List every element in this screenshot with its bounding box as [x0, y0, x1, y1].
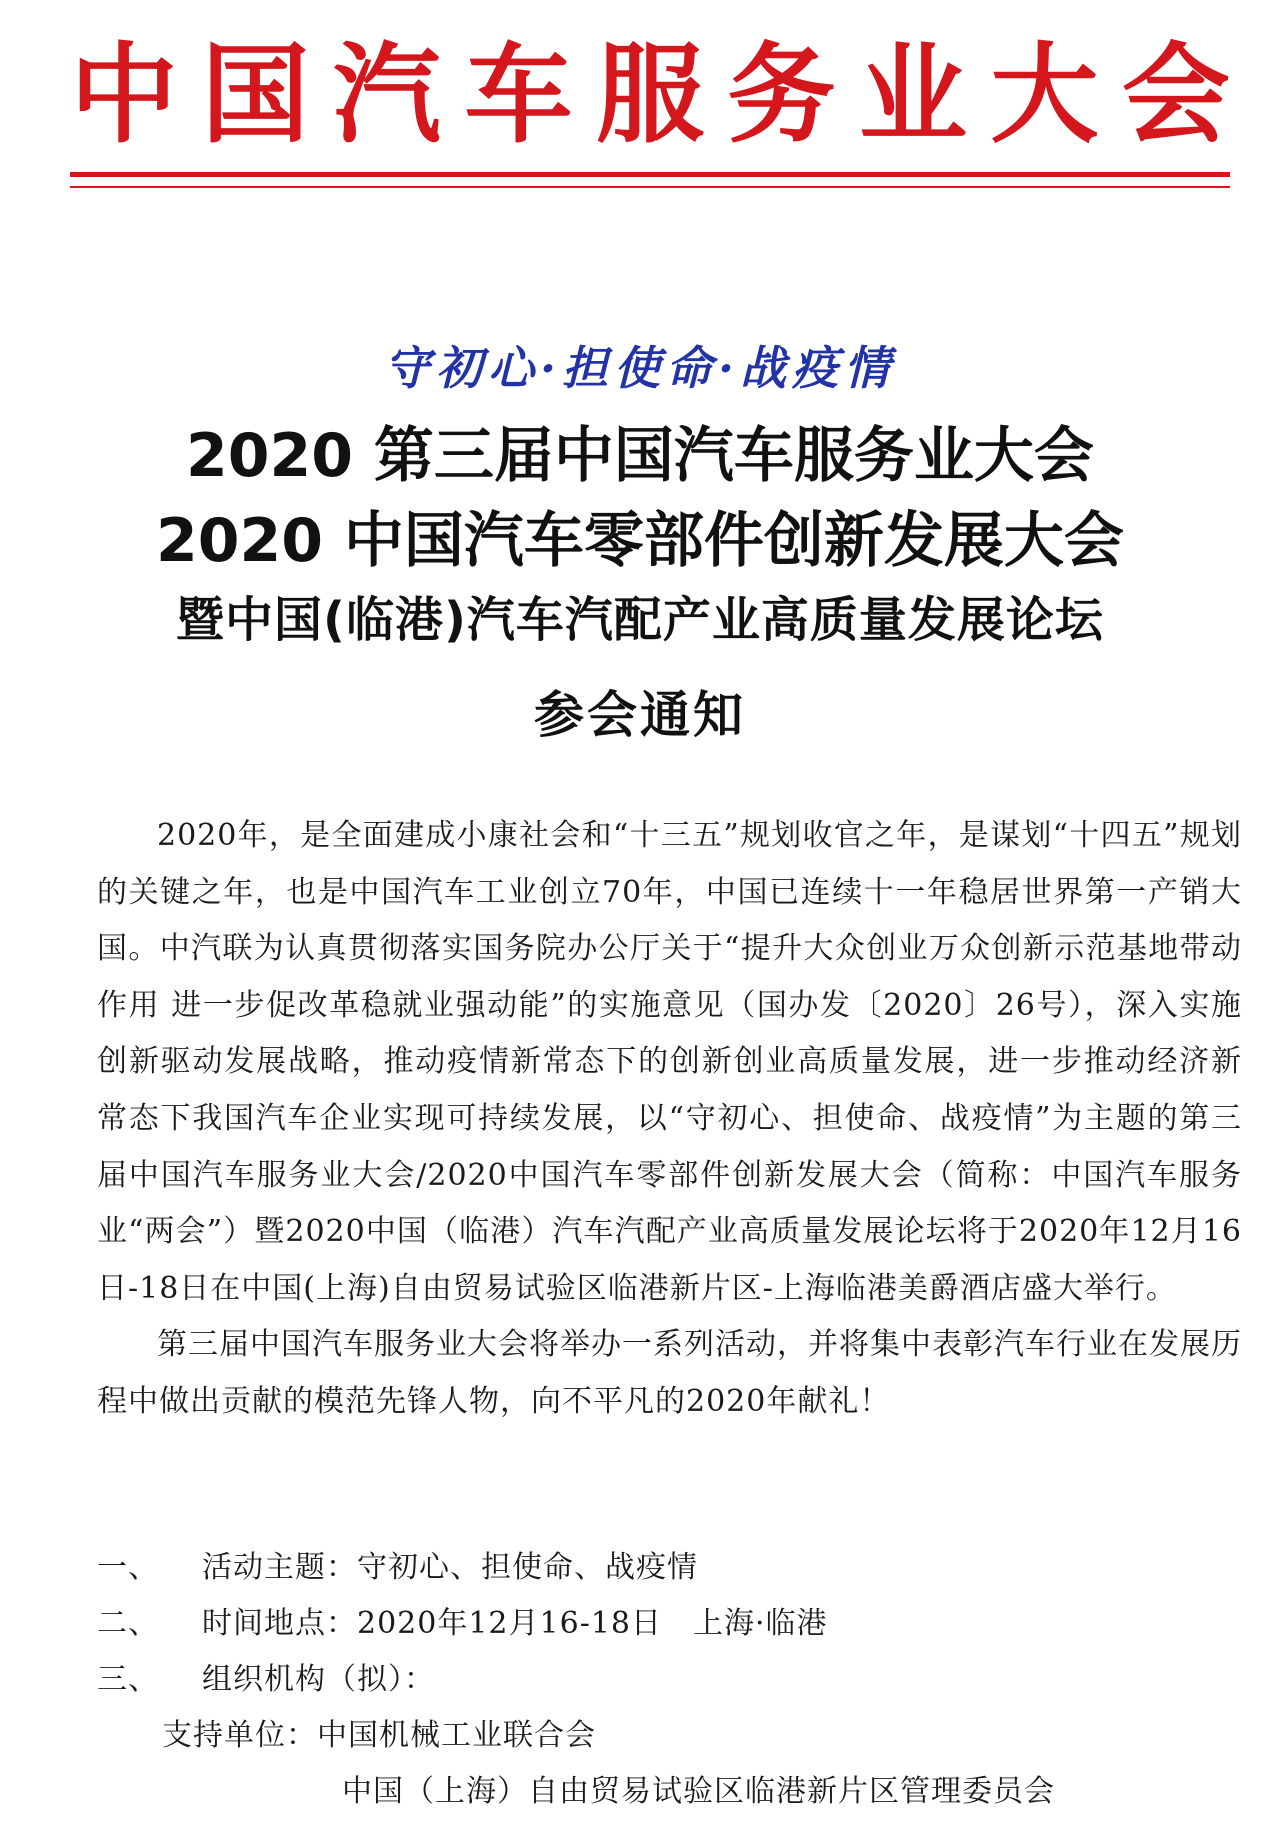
title-line-1: 2020 第三届中国汽车服务业大会 — [186, 421, 1094, 491]
list-item-theme — [97, 1540, 1242, 1596]
list-value: 2020年12月16-18日 上海·临港 — [357, 1606, 828, 1641]
support-unit: 中国（上海）自由贸易试验区临港新片区管理委员会 — [342, 1774, 1055, 1809]
masthead-char: 业 — [858, 32, 967, 158]
masthead-char: 国 — [201, 32, 310, 158]
masthead-char: 大 — [990, 32, 1099, 158]
body-paragraph-1: 2020年，是全面建成小康社会和“十三五”规划收官之年，是谋划“十四五”规划的关键之年，也是中国汽车工业创立70年，中国已连续十一年稳居世界第一产销大国。中汽联为认真贯彻落实国务院办公厅关于“提升大众创业万众创新示范基地带动作用 进一步促改革稳就业强动能”的实施意见（国办发〔2020〕26号），深入实施创新驱动发展战略，推动疫情新常态下的创新创业高质量发展，进一步推动经济新常态下我国汽车企业实现可持续发展，以“守初心、担使命、战疫情”为主题的第三届中国汽车服务业大会/2020中国汽车零部件创新发展大会（简称：中国汽车服务业“两会”）暨2020中国（临港）汽车汽配产业高质量发展论坛将于2020年12月16日-18日在中国(上海)自由贸易试验区临港新片区-上海临港美爵酒店盛大举行。 — [97, 818, 1242, 1306]
list-label: 活动主题： — [202, 1550, 357, 1585]
notice-title: 参会通知 — [534, 686, 746, 744]
masthead-char: 服 — [595, 32, 704, 158]
masthead-rule-thick — [70, 172, 1230, 177]
masthead-char: 务 — [727, 32, 836, 158]
masthead-rule-thin — [70, 186, 1230, 188]
masthead-char: 汽 — [332, 32, 441, 158]
title-line-3: 暨中国(临港)汽车汽配产业高质量发展论坛 — [176, 592, 1104, 648]
body-text — [97, 808, 1242, 1431]
support-unit: 中国机械工业联合会 — [317, 1718, 596, 1753]
info-list — [97, 1540, 1242, 1820]
body-paragraph-2: 第三届中国汽车服务业大会将举办一系列活动，并将集中表彰汽车行业在发展历程中做出贡献的模范先锋人物，向不平凡的2020年献礼！ — [97, 1327, 1242, 1419]
list-item-time-place — [97, 1596, 1242, 1652]
masthead-char: 中 — [70, 32, 179, 158]
slogan: 守初心·担使命·战疫情 — [383, 341, 897, 395]
masthead-char: 会 — [1121, 32, 1230, 158]
list-number: 三、 — [97, 1662, 159, 1697]
masthead-char: 车 — [464, 32, 573, 158]
list-number: 一、 — [97, 1550, 159, 1585]
title-line-2: 2020 中国汽车零部件创新发展大会 — [156, 506, 1124, 576]
support-label: 支持单位： — [162, 1718, 317, 1753]
list-label: 时间地点： — [202, 1606, 357, 1641]
list-label: 组织机构（拟）： — [202, 1662, 435, 1697]
list-value: 守初心、担使命、战疫情 — [357, 1550, 698, 1585]
list-number: 二、 — [97, 1606, 159, 1641]
list-item-organization — [97, 1652, 1242, 1708]
masthead — [70, 30, 1230, 160]
support-units-row — [97, 1708, 1242, 1764]
